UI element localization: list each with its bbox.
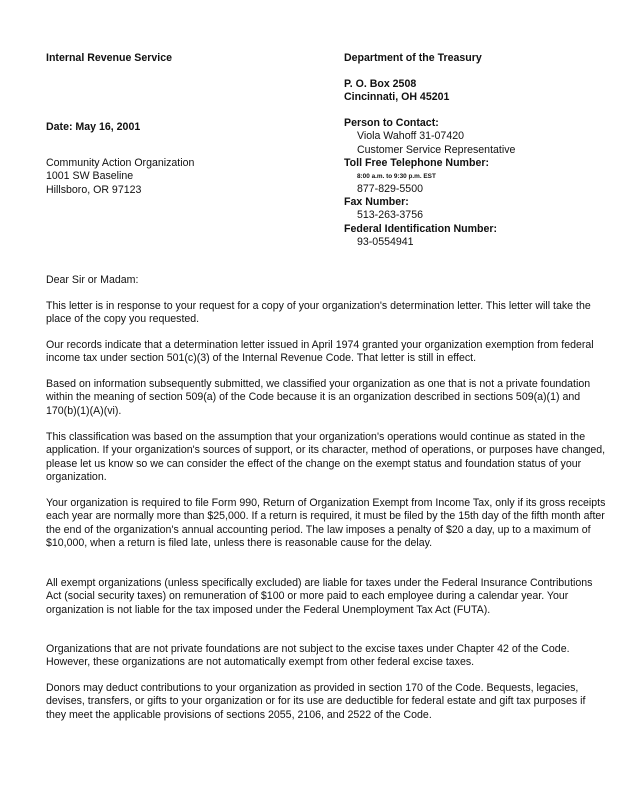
body-paragraph-8: Donors may deduct contributions to your organization as provided in section 170 of the Code. Bequests, legacies, devises, transfers, or gifts to your organization or for its use are deductible for federal estate and gift tax purposes if they meet the applicable provisions of sections 2055, 2106, and 2522 of the Code. <box>46 682 586 721</box>
body-paragraph-6: All exempt organizations (unless specifically excluded) are liable for taxes under the Federal Insurance Contributions Act (social security taxes) on remuneration of $100 or more paid to each employee during a calendar year. Your organization is not liable for the tax imposed under the Federal Unemployment Tax Act (FUTA). <box>46 577 593 616</box>
phone-hours: 8:00 a.m. to 9:30 p.m. EST <box>357 172 436 180</box>
body-paragraph-7: Organizations that are not private foundations are not subject to the excise taxes under Chapter 42 of the Code. However, these organizations are not automatically exempt from other federal excise taxes. <box>46 643 570 669</box>
recipient-street: 1001 SW Baseline <box>46 170 134 183</box>
recipient-city: Hillsboro, OR 97123 <box>46 183 142 196</box>
fein-label: Federal Identification Number: <box>344 222 498 235</box>
po-box: P. O. Box 2508 <box>344 78 417 90</box>
fein-number: 93-0554941 <box>357 236 414 249</box>
contact-block <box>344 117 614 250</box>
irs-city: Cincinnati, OH 45201 <box>344 91 450 104</box>
fax-number: 513-263-3756 <box>357 209 423 222</box>
phone-label: Toll Free Telephone Number: <box>344 157 489 170</box>
fax-label: Fax Number: <box>344 196 409 209</box>
contact-person-title: Customer Service Representative <box>357 143 516 156</box>
phone-number: 877-829-5500 <box>357 182 423 195</box>
body-paragraph-5: Your organization is required to file Form 990, Return of Organization Exempt from Income Tax, only if its gross receipts each year are normally more than $25,000. If a return is required, it must be filed by the 15th day of the fifth month after the end of the organization's annual accounting period. The law imposes a penalty of $20 a day, up to a maximum of $10,000, when a return is filed late, unless there is reasonable cause for the delay. <box>46 497 606 550</box>
recipient-address <box>46 157 194 197</box>
body-paragraph-2: Our records indicate that a determination letter issued in April 1974 granted your organization exemption from federal income tax under section 501(c)(3) of the Internal Revenue Code. That letter is still in effect. <box>46 339 594 365</box>
letter-date: Date: May 16, 2001 <box>46 121 141 133</box>
body-paragraph-1: This letter is in response to your request for a copy of your organization's determination letter. This letter will take the place of the copy you requested. <box>46 300 591 326</box>
contact-person-name: Viola Wahoff 31-07420 <box>357 130 464 143</box>
contact-person-label: Person to Contact: <box>344 117 439 129</box>
agency-name: Internal Revenue Service <box>46 52 173 64</box>
irs-address <box>344 78 449 105</box>
recipient-name: Community Action Organization <box>46 157 195 169</box>
department-name: Department of the Treasury <box>344 52 482 64</box>
salutation: Dear Sir or Madam: <box>46 274 139 286</box>
body-paragraph-4: This classification was based on the assumption that your organization's operations would continue as stated in the application. If your organization's sources of support, or its character, method of operations, or purposes have changed, please let us know so we can consider the effect of the change on the exempt status and foundation status of your organization. <box>46 431 606 484</box>
body-paragraph-3: Based on information subsequently submitted, we classified your organization as one that is not a private foundation within the meaning of section 509(a) of the Code because it is an organization described in sections 509(a)(1) and 170(b)(1)(A)(vi). <box>46 378 591 417</box>
